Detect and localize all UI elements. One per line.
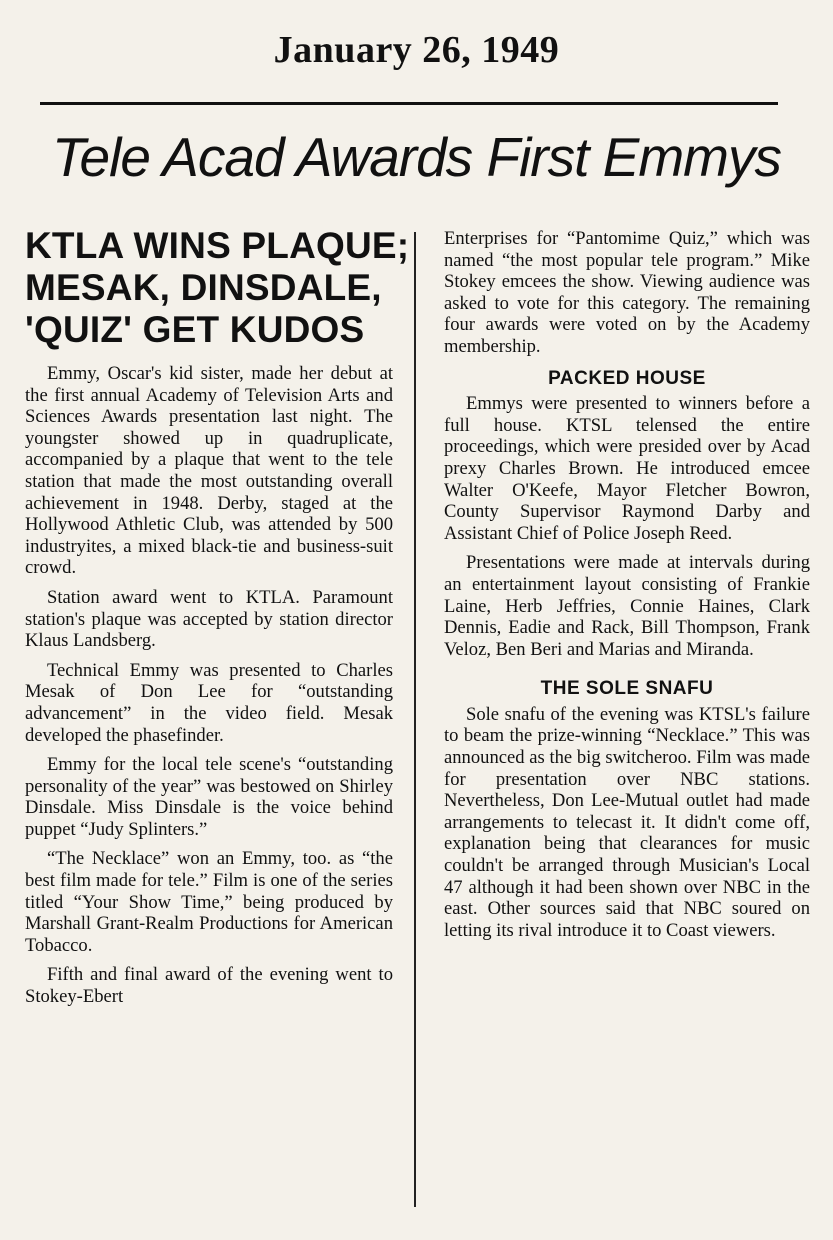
paragraph: Fifth and final award of the evening went to Stokey-Ebert [25,964,393,1008]
paragraph: Station award went to KTLA. Paramount station's plaque was accepted by station director Klaus Landsberg. [25,586,393,652]
headline-line-3: 'QUIZ' GET KUDOS [25,309,365,350]
paragraph: Technical Emmy was presented to Charles Mesak of Don Lee for “outstanding advancement” in the video field. Mesak developed the phasefinder. [25,659,393,746]
paragraph: “The Necklace” won an Emmy, too. as “the best film made for tele.” Film is one of the series titled “Your Show Time,” being produced by Marshall Grant-Realm Productions for American Tobacco. [25,848,393,956]
left-column [25,225,410,1016]
article-headline [25,225,410,351]
dateline: January 26, 1949 [273,29,560,71]
right-column [444,228,810,949]
paragraph-continued: Enterprises for “Pantomime Quiz,” which was named “the most popular tele program.” Mike Stokey emcees the show. Viewing audience was asked to vote for this category. The remaining four awards were voted on by the Academy membership. [444,228,810,357]
banner-headline: Tele Acad Awards First Emmys [52,126,781,188]
paragraph: Emmy, Oscar's kid sister, made her debut at the first annual Academy of Television Arts and Sciences Awards presentation last night. The youngster showed up in quadruplicate, accompanied by a plaque that went to the tele station that made the most outstanding overall achievement in 1948. Derby, staged at the Hollywood Athletic Club, was attended by 500 industryites, a mixed black-tie and business-suit crowd. [25,363,393,579]
subhead-sole-snafu: THE SOLE SNAFU [540,678,714,700]
headline-line-1: KTLA WINS PLAQUE; [25,225,410,266]
headline-line-2: MESAK, DINSDALE, [25,267,382,308]
paragraph: Emmys were presented to winners before a full house. KTSL telensed the entire proceedings, which were presided over by Acad prexy Charles Brown. He introduced emcee Walter O'Keefe, Mayor Fletcher Bowron, County Supervisor Raymond Darby and Assistant Chief of Police Joseph Reed. [444,393,810,544]
paragraph: Presentations were made at intervals during an entertainment layout consisting of Frankie Laine, Herb Jeffries, Connie Haines, Clark Dennis, Eadie and Rack, Bill Thompson, Frank Veloz, Ben Beri and Marias and Miranda. [444,552,810,660]
subhead-packed-house: PACKED HOUSE [548,367,706,389]
column-divider [414,232,416,1207]
paragraph: Sole snafu of the evening was KTSL's failure to beam the prize-winning “Necklace.” This was announced as the big switcheroo. Film was made for presentation over NBC stations. Nevertheless, Don Lee-Mutual outlet had made arrangements to telecast it. It didn't come off, explanation being that clearances for music couldn't be arranged through Musician's Local 47 although it had been shown over NBC in the east. Other sources said that NBC soured on letting its rival introduce it to Coast viewers. [444,703,810,941]
paragraph: Emmy for the local tele scene's “outstanding personality of the year” was bestowed on Shirley Dinsdale. Miss Dinsdale is the voice behind puppet “Judy Splinters.” [25,754,393,840]
horizontal-rule [40,102,778,105]
